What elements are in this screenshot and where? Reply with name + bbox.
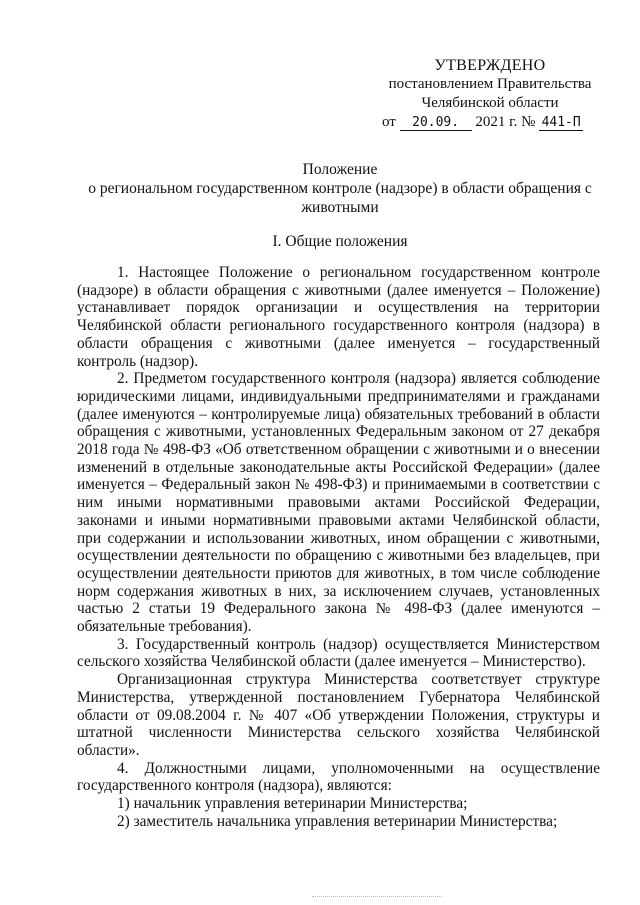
document-body (77, 264, 600, 831)
paragraph-5: 4. Должностными лицами, уполномоченными на осуществление государственного контроля (надзора), являются: (77, 759, 600, 795)
date-field: 20.09. (400, 115, 472, 131)
document-title (70, 160, 610, 217)
date-prefix: от (382, 114, 396, 130)
approval-stamp: УТВЕРЖДЕНО (434, 57, 546, 74)
paragraph-1: 1. Настоящее Положение о региональном государственном контроле (надзоре) в области обращения с животными (далее именуется – Положение) устанавливает порядок организации и осуществления на территории Челябинской области регионального государственного контроля (надзора) в области обращения с животными (далее именуется – государственный контроль (надзор). (77, 264, 600, 370)
paragraph-2: 2. Предметом государственного контроля (надзора) является соблюдение юридическими лицами, индивидуальными предпринимателями и гражданами (далее именуются – контролируемые лица) обязательных требований в области обращения с животными, установленных Федеральным законом от 27 декабря 2018 года № 498-ФЗ «Об ответственном обращении с животными и о внесении изменений в отдельные законодательные акты Российской Федерации» (далее именуется – Федеральный закон № 498-ФЗ) и принимаемыми в соответствии с ним иными нормативными правовыми актами Российской Федерации, законами и иными нормативными правовыми актами Челябинской области, при содержании и использовании животных, ином обращении с животными, осуществлении деятельности по обращению с животными без владельцев, при осуществлении деятельности приютов для животных, в том числе соблюдение норм содержания животных в них, за исключением случаев, установленных частью 2 статьи 19 Федерального закона № 498-ФЗ (далее именуются – обязательные требования). (77, 370, 600, 636)
list-item-2: 2) заместитель начальника управления ветеринарии Министерства; (117, 812, 558, 830)
list-item-1: 1) начальник управления ветеринарии Министерства; (117, 795, 468, 813)
approval-block (370, 56, 610, 132)
section-heading: I. Общие положения (272, 233, 408, 250)
title-line-1: Положение (302, 161, 378, 178)
approval-line-1: постановлением Правительства (388, 76, 592, 92)
paragraph-4: Организационная структура Министерства соответствует структуре Министерства, утвержденной постановлением Губернатора Челябинской области от 09.08.2004 г. № 407 «Об утверждении Положения, структуры и штатной численности Министерства сельского хозяйства Челябинской области». (77, 671, 600, 759)
paragraph-3: 3. Государственный контроль (надзор) осуществляется Министерством сельского хозяйства Челябинской области (далее именуется – Министерство). (77, 635, 600, 671)
approval-line-2: Челябинской области (421, 95, 559, 111)
approval-date-line (382, 113, 610, 132)
number-field: 441-П (539, 115, 583, 131)
title-line-2: о региональном государственном контроле (надзоре) в области обращения с животными (88, 180, 592, 216)
year-number-label: 2021 г. № (475, 114, 536, 130)
footer-divider (312, 896, 442, 899)
